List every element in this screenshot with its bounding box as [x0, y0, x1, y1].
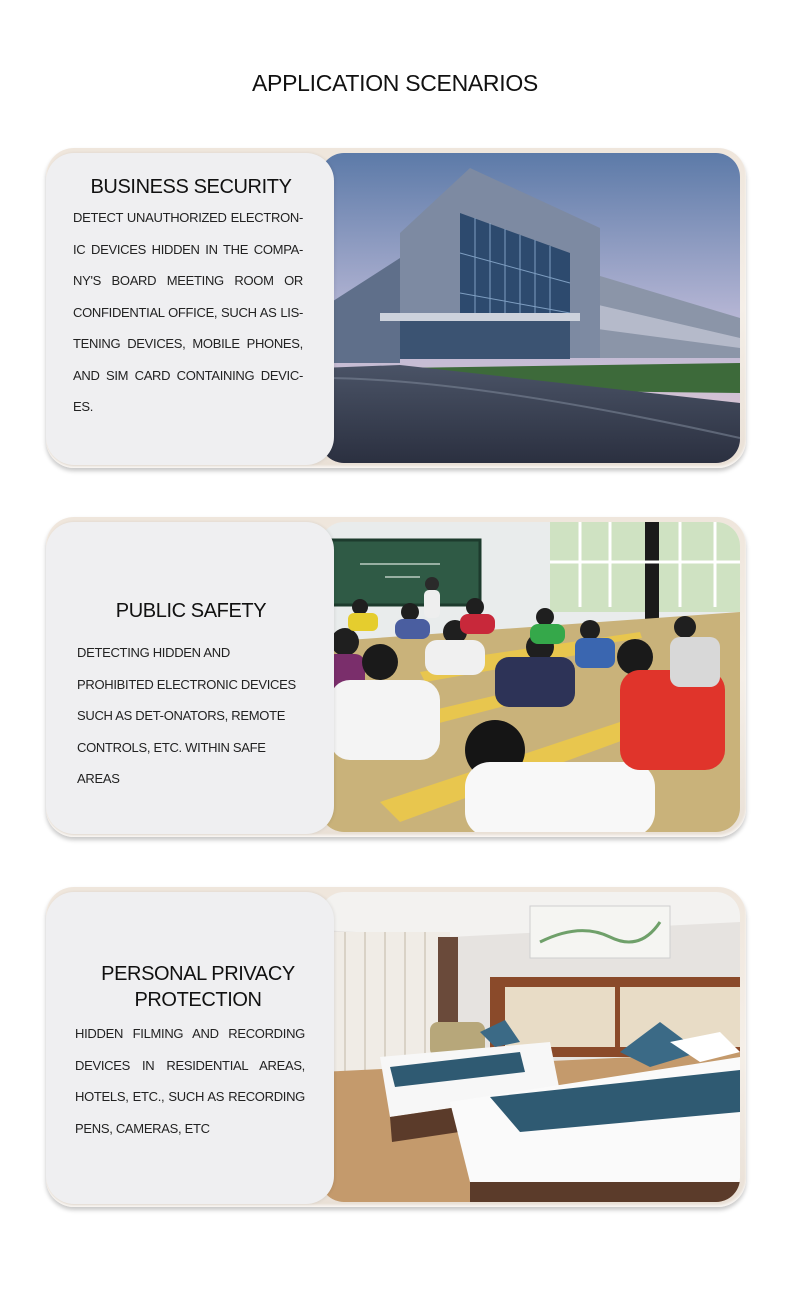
hotel-room-photo	[320, 892, 740, 1202]
scenario-description: HIDDEN FILMING AND RECORDING DEVICES IN RESIDENTIAL AREAS, HOTELS, ETC., SUCH AS RECORDING PENS, CAMERAS, ETC	[75, 1026, 305, 1136]
scenario-title: PUBLIC SAFETY	[115, 600, 267, 622]
scenario-description: DETECTING HIDDEN AND PROHIBITED ELECTRONIC DEVICES SUCH AS DET-ONATORS, REMOTE CONTROLS, ETC. WITHIN SAFE AREAS	[77, 645, 296, 786]
scenario-text-panel	[46, 153, 334, 465]
scenario-title: PERSONAL PRIVACY PROTECTION	[101, 963, 295, 1011]
exam-classroom-photo	[320, 522, 740, 832]
scenario-card-public-safety	[46, 517, 746, 837]
scenario-text-panel	[46, 892, 334, 1204]
scenario-card-personal-privacy	[46, 887, 746, 1207]
office-building-photo	[320, 153, 740, 463]
scenario-card-business-security	[46, 148, 746, 468]
scenario-title: BUSINESS SECURITY	[90, 176, 292, 198]
scenario-text-panel	[46, 522, 334, 834]
scenario-description: DETECT UNAUTHORIZED ELECTRON-IC DEVICES HIDDEN IN THE COMPA-NY'S BOARD MEETING ROOM OR CONFIDENTIAL OFFICE, SUCH AS LIS-TENING DEVICES, MOBILE PHONES, AND SIM CARD CONTAINING DEVIC-ES.	[73, 210, 303, 414]
page-title: APPLICATION SCENARIOS	[252, 70, 538, 96]
